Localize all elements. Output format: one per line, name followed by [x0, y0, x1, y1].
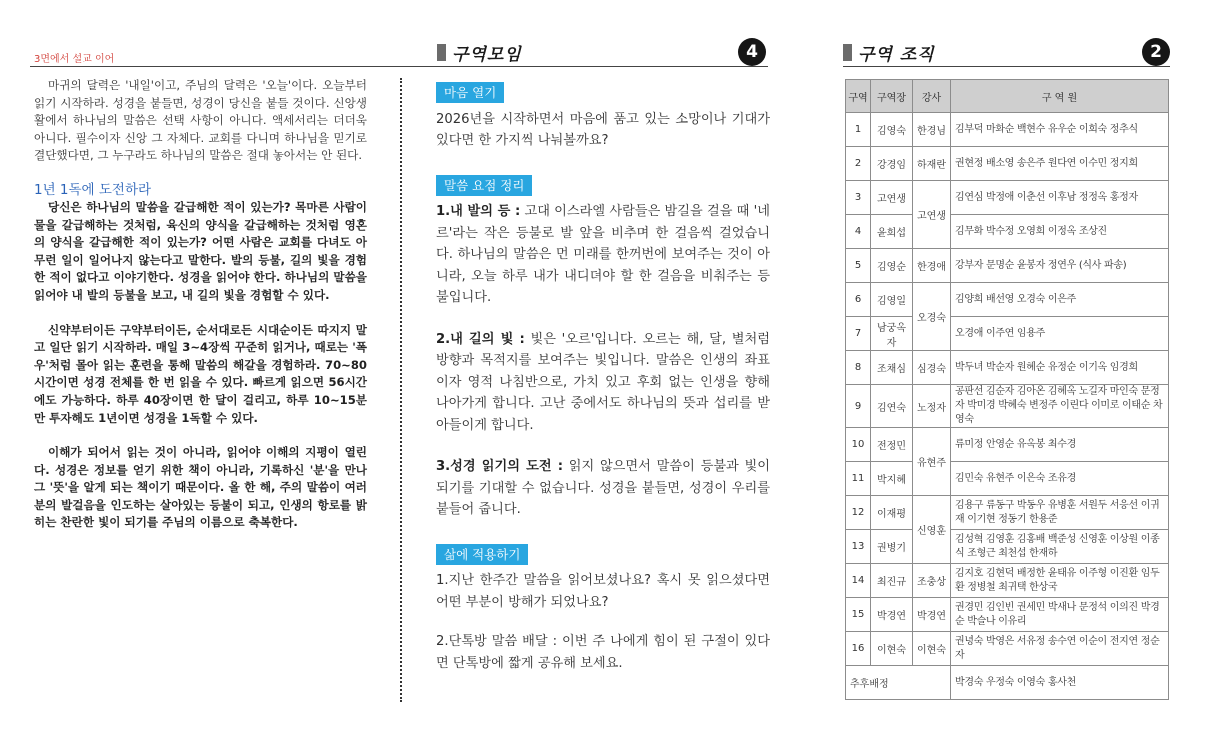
table-row: [846, 385, 1169, 428]
district-no: 7: [846, 317, 871, 351]
district-members: 김부덕 마화순 백현수 유우순 이희숙 정추식: [951, 113, 1169, 147]
district-teacher: 노정자: [913, 385, 951, 428]
district-leader: 박경연: [871, 598, 913, 632]
table-row: [846, 564, 1169, 598]
district-leader: 남궁옥자: [871, 317, 913, 351]
summary-point-2: [436, 329, 770, 437]
district-members: 김용구 류동구 박동우 유병훈 서원두 서응선 이귀재 이기현 정동기 한용준: [951, 496, 1169, 530]
point-text: 읽지 않으면서 말씀이 등불과 빛이 되기를 기대할 수 없습니다. 성경을 붙들면, 성경이 우리를 붙들어 줍니다.: [436, 459, 770, 517]
apply-label: 삶에 적용하기: [436, 544, 528, 565]
district-teacher: 하재란: [913, 147, 951, 181]
district-leader: 고연생: [871, 181, 913, 215]
sermon-intro: 마귀의 달력은 '내일'이고, 주님의 달력은 '오늘'이다. 오늘부터 읽기 시작하라. 성경을 붙들면, 성경이 당신을 붙들 것이다. 신앙생활에서 하나님의 말씀은 선택 사항이 아니다. 액세서리는 더더욱 아니다. 필수이자 신앙 그 자체다. 교회를 다니며 하나님을 믿기로 결단했다면, 그 누구라도 하나님의 말씀은 절대 놓아서는 안 된다.: [34, 78, 367, 163]
point-title: 3.성경 읽기의 도전 :: [436, 459, 564, 474]
header-teacher: 강사: [913, 80, 951, 113]
table-row: [846, 598, 1169, 632]
district-no: 1: [846, 113, 871, 147]
district-leader: 이재평: [871, 496, 913, 530]
district-no: 5: [846, 249, 871, 283]
district-members: 류미정 안영순 유옥봉 최수경: [951, 428, 1169, 462]
table-row: [846, 113, 1169, 147]
district-org-table: [845, 79, 1169, 700]
district-no: 6: [846, 283, 871, 317]
header-rule: [30, 66, 768, 67]
apply-item-1: 1.지난 한주간 말씀을 읽어보셨나요? 혹시 못 읽으셨다면 어떤 부분이 방해가 되었나요?: [436, 573, 770, 610]
section-title-district-meeting: [437, 40, 522, 64]
title-bar-icon: [843, 44, 852, 61]
section-title-text: 구역 조직: [858, 44, 935, 65]
summary-point-1: [436, 201, 770, 309]
table-row: [846, 632, 1169, 666]
summary-label: 말씀 요점 정리: [436, 175, 532, 196]
district-no: 4: [846, 215, 871, 249]
point-text: 고대 이스라엘 사람들은 밤길을 걸을 때 '네르'라는 작은 등불로 발 앞을 비추며 한 걸음씩 걸었습니다. 하나님의 말씀은 먼 미래를 한꺼번에 보여주는 것이 아니라, 오늘 하루 내가 내디뎌야 할 한 걸음을 비춰주는 등불입니다.: [436, 204, 770, 305]
district-teacher: 한경님: [913, 113, 951, 147]
district-teacher: 오경숙: [913, 283, 951, 351]
sermon-paragraph: 당신은 하나님의 말씀을 갈급해한 적이 있는가? 목마른 사람이 물을 갈급해하는 것처럼, 육신의 양식을 갈급해하는 것처럼 영혼의 양식을 갈급해한 적이 있는가? 어떤 사람은 교회를 다녀도 아무런 일이 일어나지 않는다고 말한다. 발의 등불, 길의 빛을 경험한 적이 없다고 이야기한다. 성경을 읽어야 한다. 하나님의 말씀을 읽어야 내 발의 등불을 보고, 내 길의 빛을 경험할 수 있다.: [34, 199, 367, 302]
district-no: 9: [846, 385, 871, 428]
open-heart-label: 마음 열기: [436, 82, 504, 103]
district-teacher: 신영훈: [913, 496, 951, 564]
district-teacher: 이현숙: [913, 632, 951, 666]
district-leader: 조채심: [871, 351, 913, 385]
table-row-unassigned: [846, 666, 1169, 700]
district-members: 오경애 이주연 임용주: [951, 317, 1169, 351]
header-leader: 구역장: [871, 80, 913, 113]
point-title: 2.내 길의 빛 :: [436, 331, 525, 347]
table-row: [846, 530, 1169, 564]
district-teacher: 박경연: [913, 598, 951, 632]
table-header-row: [846, 80, 1169, 113]
table-row: [846, 462, 1169, 496]
point-text: 빛은 '오르'입니다. 오르는 해, 달, 별처럼 방향과 목적지를 보여주는 빛입니다. 말씀은 인생의 좌표이자 영적 나침반으로, 가치 있고 후회 없는 인생을 향해 나아가게 합니다. 고난 중에서도 하나님의 뜻과 섭리를 받아들이게 합니다.: [436, 331, 770, 433]
district-teacher: 심경숙: [913, 351, 951, 385]
district-members: 강부자 문명순 윤봉자 정연우 (식사 파송): [951, 249, 1169, 283]
district-no: 15: [846, 598, 871, 632]
table-row: [846, 351, 1169, 385]
header-members: 구 역 원: [951, 80, 1169, 113]
district-leader: 김영순: [871, 249, 913, 283]
district-no: 8: [846, 351, 871, 385]
district-leader: 강경임: [871, 147, 913, 181]
column-divider: [400, 78, 402, 702]
district-leader: 전정민: [871, 428, 913, 462]
district-no: 10: [846, 428, 871, 462]
sermon-paragraph: 신약부터이든 구약부터이든, 순서대로든 시대순이든 따지지 말고 일단 읽기 시작하라. 매일 3~4장씩 꾸준히 읽거나, 때로는 '폭우'처럼 몰아 읽는 훈련을 통해 말씀의 해갈을 경험하라. 70~80시간이면 성경 전체를 한 번 읽을 수 있다. 빠르게 읽으면 56시간에도 가능하다. 하루 40장이면 한 달이 걸리고, 하루 10~15분만 투자해도 1년이면 성경을 1독할 수 있다.: [34, 322, 367, 425]
table-row: [846, 428, 1169, 462]
table-row: [846, 249, 1169, 283]
table-row: [846, 181, 1169, 215]
district-leader: 김연숙: [871, 385, 913, 428]
district-leader: 김영일: [871, 283, 913, 317]
table-row: [846, 283, 1169, 317]
district-leader: 권병기: [871, 530, 913, 564]
district-members: 김민숙 유현주 이은숙 조유경: [951, 462, 1169, 496]
sermon-subheading: 1년 1독에 도전하라: [34, 181, 152, 198]
page-number-badge: 4: [738, 38, 766, 66]
section-title-district-org: [843, 40, 935, 64]
district-no: 14: [846, 564, 871, 598]
header-rule: [843, 66, 1170, 67]
district-teacher: 고연생: [913, 181, 951, 249]
district-teacher: 한경애: [913, 249, 951, 283]
district-no: 12: [846, 496, 871, 530]
district-members: 김성혁 김영훈 김홍배 백준성 신영훈 이상원 이종식 조형근 최천섭 한재하: [951, 530, 1169, 564]
district-members: 권현정 배소영 송은주 원다연 이수민 정지희: [951, 147, 1169, 181]
district-members: 김무화 박수정 오영희 이정옥 조상진: [951, 215, 1169, 249]
district-members: 권경민 김인빈 권세민 박새나 문정석 이의진 박경순 박슬나 이유리: [951, 598, 1169, 632]
district-leader: 박지혜: [871, 462, 913, 496]
unassigned-label: 추후배정: [846, 666, 951, 700]
district-leader: 윤희섭: [871, 215, 913, 249]
district-no: 2: [846, 147, 871, 181]
district-no: 3: [846, 181, 871, 215]
district-no: 11: [846, 462, 871, 496]
table-row: [846, 147, 1169, 181]
district-no: 16: [846, 632, 871, 666]
header-district: 구역: [846, 80, 871, 113]
continued-note: 3면에서 설교 이어: [34, 54, 115, 65]
summary-point-3: [436, 456, 770, 521]
title-bar-icon: [437, 44, 446, 61]
district-members: 박두녀 박순자 원혜순 유정순 이기옥 임경희: [951, 351, 1169, 385]
sermon-paragraph: 이해가 되어서 읽는 것이 아니라, 읽어야 이해의 지평이 열린다. 성경은 정보를 얻기 위한 책이 아니라, 기록하신 '분'을 만나 그 '뜻'을 알게 되는 책이기 때문이다. 올 한 해, 주의 말씀이 여러분의 발걸음을 인도하는 살아있는 등불이 되고, 인생의 항로를 밝히는 찬란한 빛이 되기를 주님의 이름으로 축복한다.: [34, 445, 367, 530]
point-title: 1.내 발의 등 :: [436, 204, 521, 219]
apply-item-2: 2.단톡방 말씀 배달 : 이번 주 나에게 힘이 된 구절이 있다면 단톡방에 짧게 공유해 보세요.: [436, 634, 770, 671]
page-number-badge: 2: [1142, 38, 1170, 66]
meeting-column: [436, 82, 770, 674]
table-row: [846, 496, 1169, 530]
district-members: 공판선 김순자 김아온 김혜옥 노길자 마인숙 문정자 박미경 박혜숙 변정주 이린다 이미로 이태순 차영숙: [951, 385, 1169, 428]
table-row: [846, 317, 1169, 351]
section-title-text: 구역모임: [452, 44, 522, 65]
sermon-column: [34, 77, 367, 532]
district-no: 13: [846, 530, 871, 564]
district-leader: 이현숙: [871, 632, 913, 666]
district-teacher: 조충상: [913, 564, 951, 598]
district-members: 김지호 김현덕 배정한 윤태유 이주형 이진환 임두환 정병철 최귀택 한상국: [951, 564, 1169, 598]
district-members: 권녕숙 박영은 서유정 송수연 이순이 전지연 정순자: [951, 632, 1169, 666]
district-leader: 최진규: [871, 564, 913, 598]
district-members: 김연심 박정애 이춘선 이후남 정정옥 홍정자: [951, 181, 1169, 215]
open-heart-text: 2026년을 시작하면서 마음에 품고 있는 소망이나 기대가 있다면 한 가지씩 나눠볼까요?: [436, 111, 770, 148]
district-members: 김양희 배선영 오경숙 이은주: [951, 283, 1169, 317]
table-row: [846, 215, 1169, 249]
district-leader: 김영숙: [871, 113, 913, 147]
district-teacher: 유현주: [913, 428, 951, 496]
unassigned-members: 박경숙 우정숙 이영숙 홍사천: [951, 666, 1169, 700]
